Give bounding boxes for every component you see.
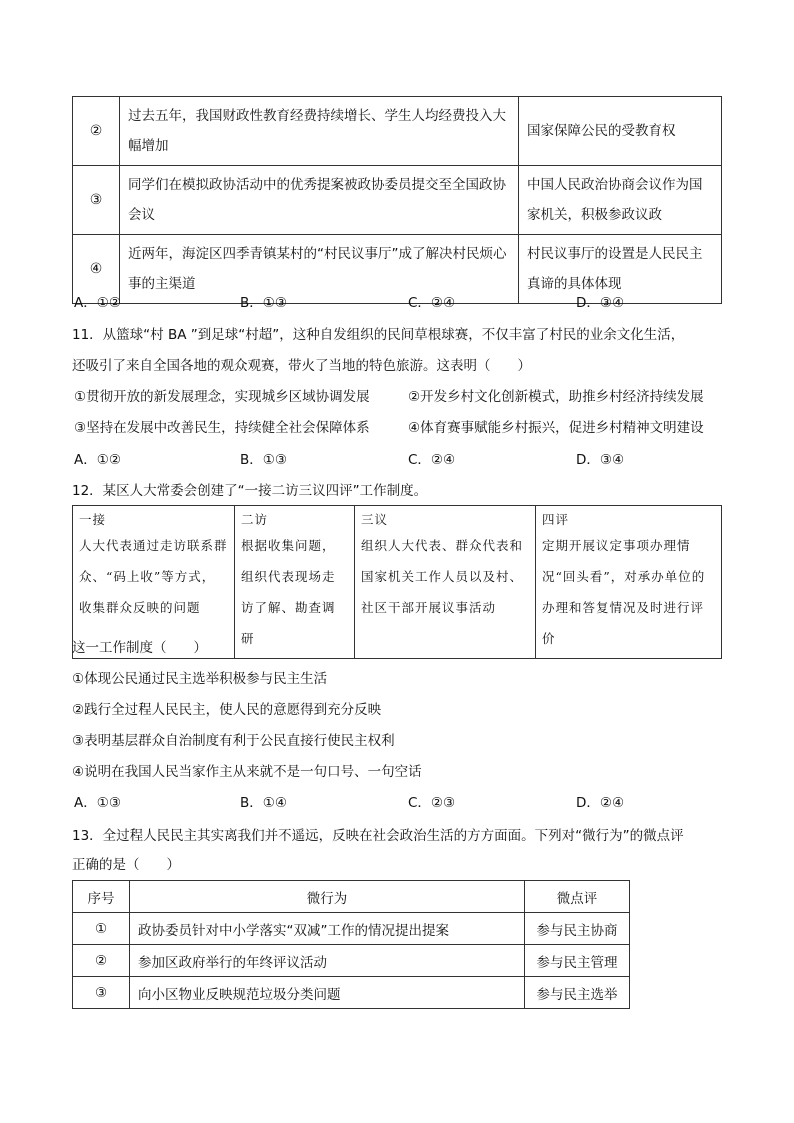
work-system-table <box>72 505 722 659</box>
option-a[interactable]: A．①② <box>74 452 121 468</box>
choice-item: ④说明在我国人民当家作主从来就不是一句口号、一句空话 <box>72 764 422 780</box>
option-d[interactable]: D．③④ <box>576 452 625 468</box>
table-header-row <box>73 881 630 913</box>
row-comment: 中国人民政治协商会议作为国家机关，积极参政议政 <box>519 166 722 235</box>
row-behavior: 参加区政府举行的年终评议活动 <box>130 945 525 977</box>
row-number: ① <box>73 913 130 945</box>
table-cell <box>235 506 355 659</box>
option-a[interactable]: A．①③ <box>74 795 121 811</box>
cell-heading: 四评 <box>542 512 570 527</box>
choice-item: ③坚持在发展中改善民生，持续健全社会保障体系 <box>74 420 370 436</box>
options-table-q10 <box>72 96 722 304</box>
row-number: ② <box>73 945 130 977</box>
cell-heading: 一接 <box>79 512 107 527</box>
option-d[interactable]: D．③④ <box>576 295 625 311</box>
column-header: 微点评 <box>525 881 630 913</box>
row-number: ④ <box>73 235 120 304</box>
row-description: 过去五年，我国财政性教育经费持续增长、学生人均经费投入大幅增加 <box>120 97 519 166</box>
row-comment: 参与民主管理 <box>525 945 630 977</box>
row-description: 近两年，海淀区四季青镇某村的“村民议事厅”成了解决村民烦心事的主渠道 <box>120 235 519 304</box>
option-c[interactable]: C．②④ <box>408 452 456 468</box>
option-b[interactable]: B．①④ <box>240 795 287 811</box>
row-comment: 参与民主选举 <box>525 977 630 1009</box>
cell-body: 人大代表通过走访联系群众、“码上收”等方式，收集群众反映的问题 <box>79 538 228 615</box>
choice-item: ②践行全过程人民民主，使人民的意愿得到充分反映 <box>72 702 382 718</box>
table-row <box>73 97 722 166</box>
table-cell <box>73 506 235 659</box>
row-comment: 村民议事厅的设置是人民民主真谛的具体体现 <box>519 235 722 304</box>
table-row <box>73 166 722 235</box>
cell-body: 根据收集问题，组织代表现场走访了解、勘查调研 <box>241 538 336 646</box>
table-row <box>73 945 630 977</box>
row-comment: 参与民主协商 <box>525 913 630 945</box>
table-cell <box>355 506 536 659</box>
question-stem: 还吸引了来自全国各地的观众观赛，带火了当地的特色旅游。这表明（ ） <box>72 358 531 374</box>
question-stem: 正确的是（ ） <box>72 857 180 873</box>
table-row <box>73 235 722 304</box>
question-stem: 12．某区人大常委会创建了“一接二访三议四评”工作制度。 <box>72 483 428 499</box>
row-description: 同学们在模拟政协活动中的优秀提案被政协委员提交至全国政协会议 <box>120 166 519 235</box>
option-a[interactable]: A．①② <box>74 295 121 311</box>
option-b[interactable]: B．①③ <box>240 452 287 468</box>
row-comment: 国家保障公民的受教育权 <box>519 97 722 166</box>
cell-heading: 三议 <box>361 512 389 527</box>
column-header: 序号 <box>73 881 130 913</box>
row-number: ③ <box>73 977 130 1009</box>
row-behavior: 政协委员针对中小学落实“双减”工作的情况提出提案 <box>130 913 525 945</box>
row-behavior: 向小区物业反映规范垃圾分类问题 <box>130 977 525 1009</box>
option-c[interactable]: C．②④ <box>408 295 456 311</box>
micro-behavior-table <box>72 880 630 1009</box>
option-b[interactable]: B．①③ <box>240 295 287 311</box>
cell-body: 定期开展议定事项办理情况“回头看”，对承办单位的办理和答复情况及时进行评价 <box>542 538 706 646</box>
option-d[interactable]: D．②④ <box>576 795 625 811</box>
table-row <box>73 506 722 659</box>
column-header: 微行为 <box>130 881 525 913</box>
cell-heading: 二访 <box>241 512 269 527</box>
question-stem: 11．从篮球“村 BA ”到足球“村超”，这种自发组织的民间草根球赛，不仅丰富了村民的业余文化生活， <box>72 327 685 343</box>
choice-item: ①体现公民通过民主选举积极参与民主生活 <box>72 671 328 687</box>
choice-item: ③表明基层群众自治制度有利于公民直接行使民主权利 <box>72 733 395 749</box>
cell-body: 组织人大代表、群众代表和国家机关工作人员以及村、社区干部开展议事活动 <box>361 538 524 615</box>
question-stem: 这一工作制度（ ） <box>72 640 207 656</box>
table-row <box>73 913 630 945</box>
choice-item: ②开发乡村文化创新模式，助推乡村经济持续发展 <box>408 389 704 405</box>
choice-item: ④体育赛事赋能乡村振兴，促进乡村精神文明建设 <box>408 420 704 436</box>
row-number: ② <box>73 97 120 166</box>
option-c[interactable]: C．②③ <box>408 795 456 811</box>
row-number: ③ <box>73 166 120 235</box>
choice-item: ①贯彻开放的新发展理念，实现城乡区域协调发展 <box>74 389 370 405</box>
question-stem: 13．全过程人民民主其实离我们并不遥远，反映在社会政治生活的方方面面。下列对“微行为”的微点评 <box>72 828 684 844</box>
table-cell <box>536 506 722 659</box>
table-row <box>73 977 630 1009</box>
